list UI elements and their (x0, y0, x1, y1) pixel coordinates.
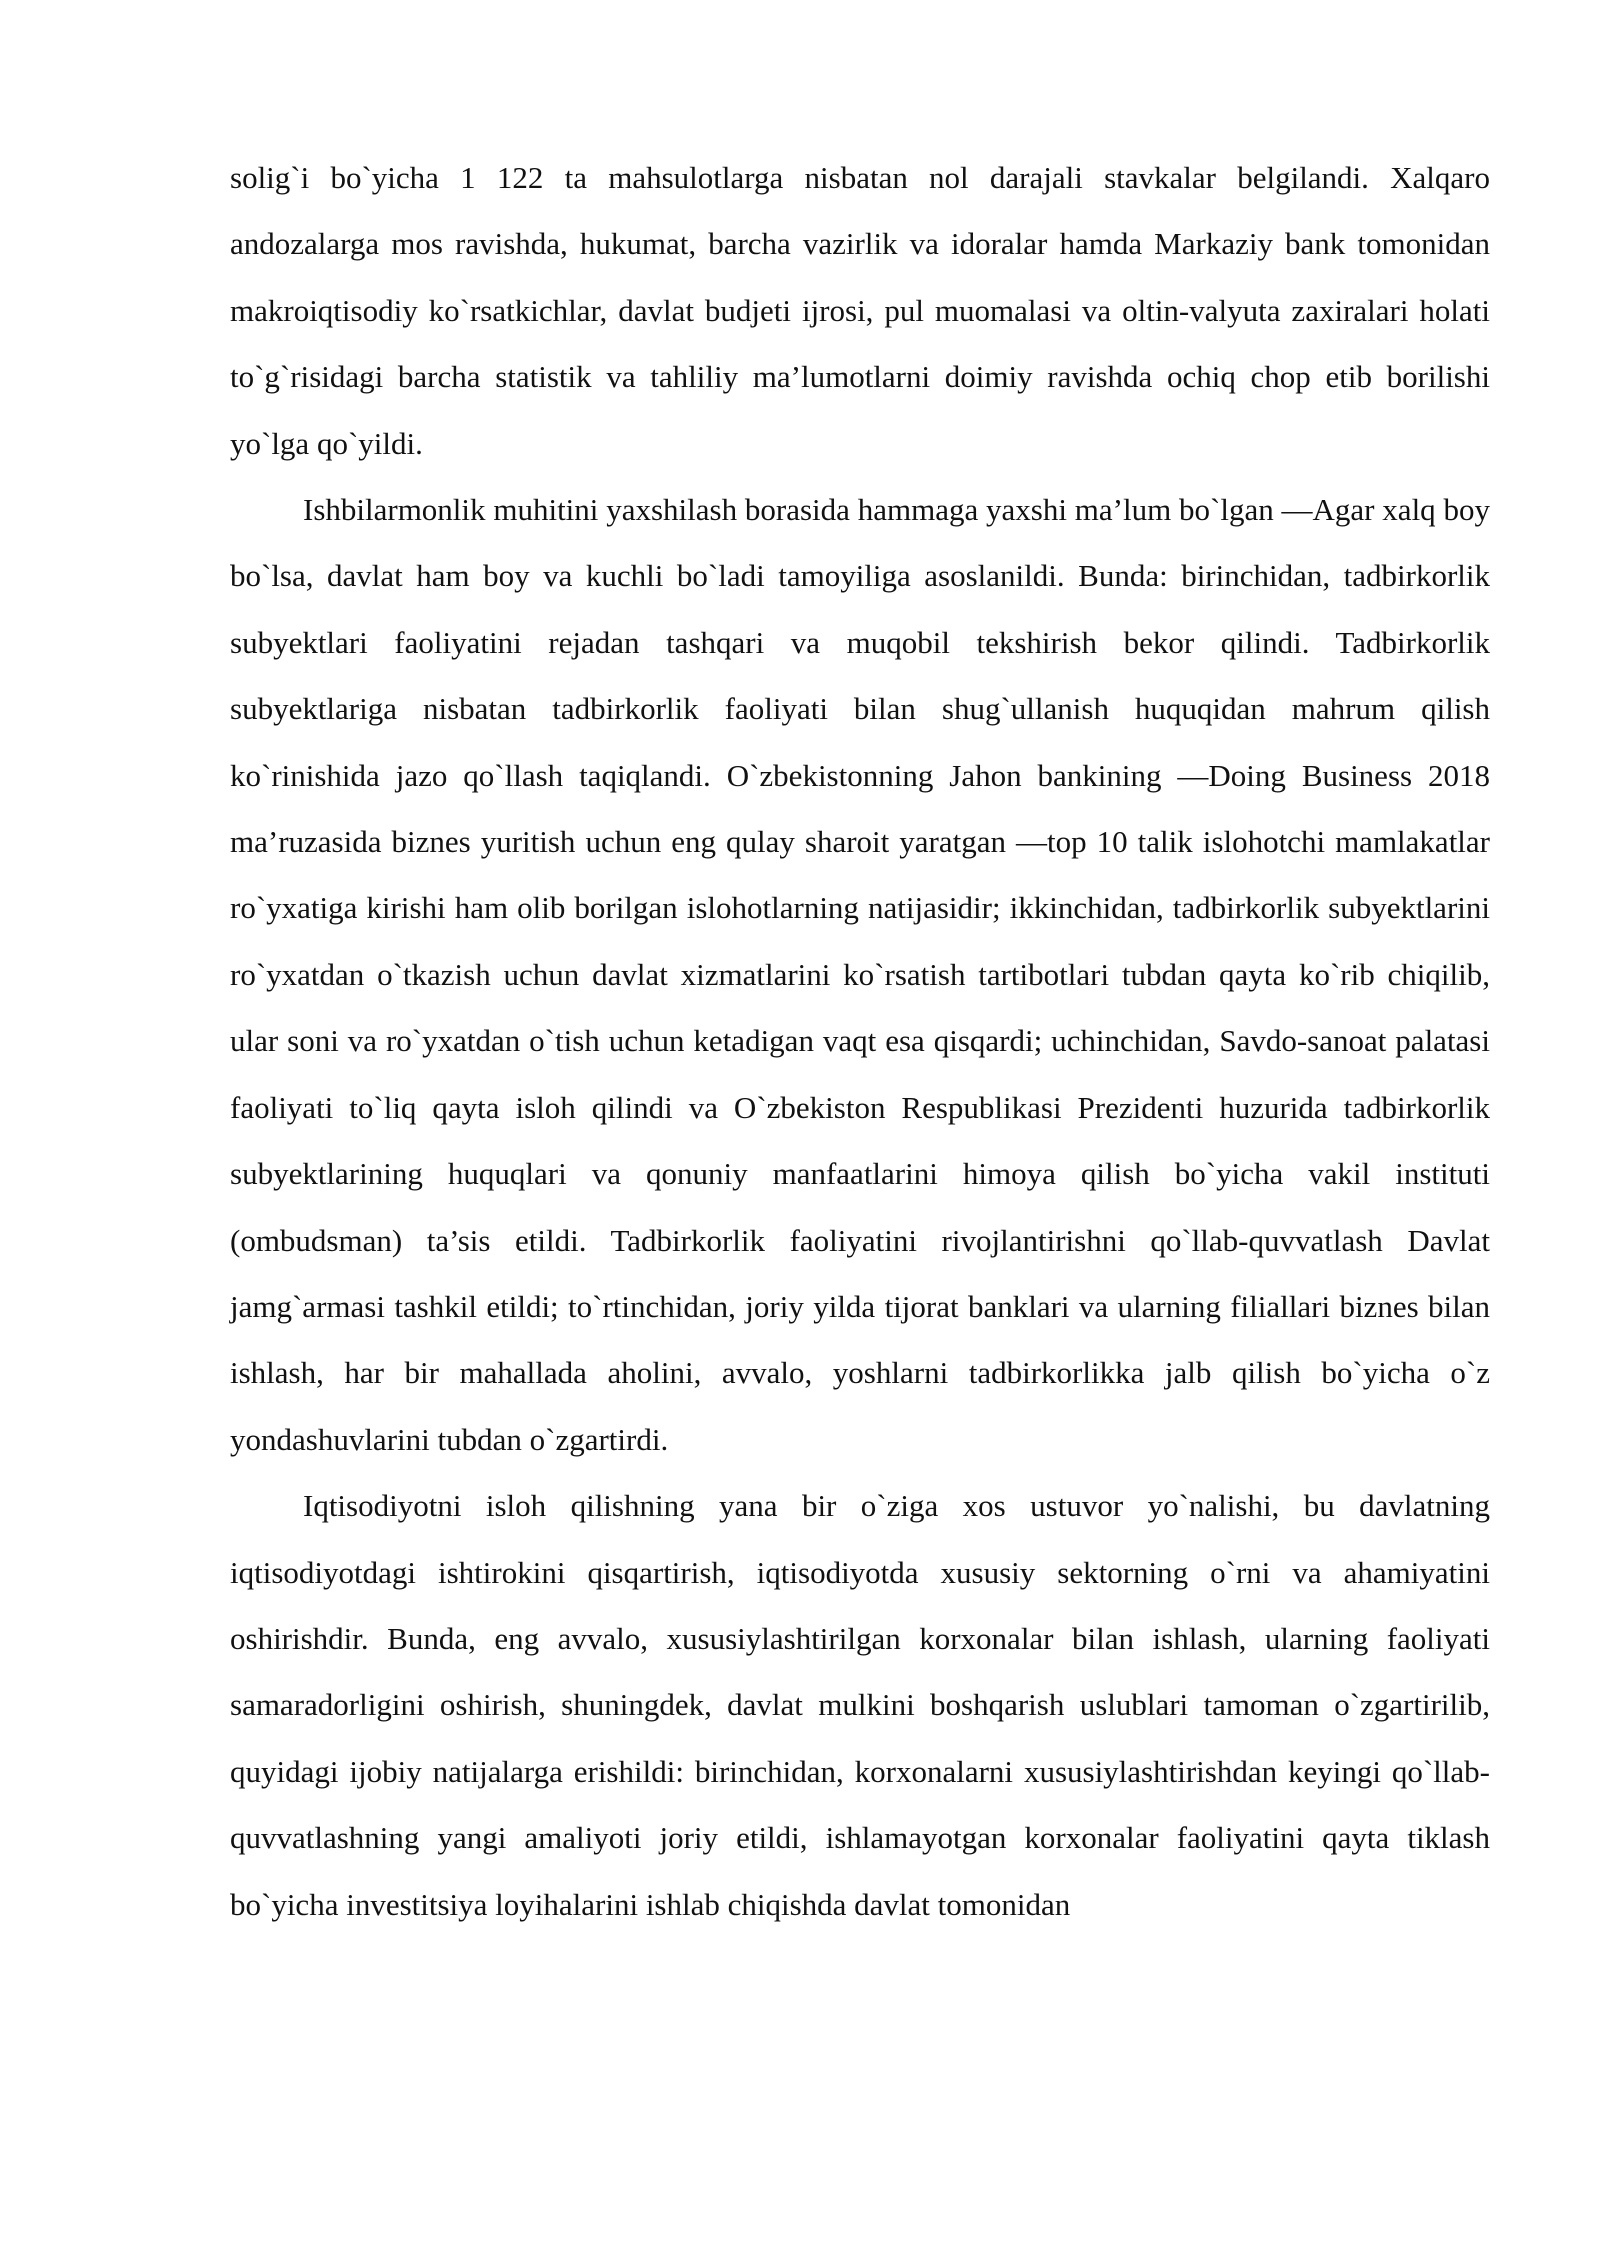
document-body (230, 145, 1490, 1938)
paragraph-business-environment: Ishbilarmonlik muhitini yaxshilash borasida hammaga yaxshi ma’lum bo`lgan ―Agar xalq boy bo`lsa, davlat ham boy va kuchli bo`ladi tamoyiliga asoslanildi. Bunda: birinchidan, tadbirkorlik subyektlari faoliyatini rejadan tashqari va muqobil tekshirish bekor qilindi. Tadbirkorlik subyektlariga nisbatan tadbirkorlik faoliyati bilan shug`ullanish huquqidan mahrum qilish ko`rinishida jazo qo`llash taqiqlandi. O`zbekistonning Jahon bankining ―Doing Business 2018 ma’ruzasida biznes yuritish uchun eng qulay sharoit yaratgan ―top 10 talik islohotchi mamlakatlar ro`yxatiga kirishi ham olib borilgan islohotlarning natijasidir; ikkinchidan, tadbirkorlik subyektlarini ro`yxatdan o`tkazish uchun davlat xizmatlarini ko`rsatish tartibotlari tubdan qayta ko`rib chiqilib, ular soni va ro`yxatdan o`tish uchun ketadigan vaqt esa qisqardi; uchinchidan, Savdo-sanoat palatasi faoliyati to`liq qayta isloh qilindi va O`zbekiston Respublikasi Prezidenti huzurida tadbirkorlik subyektlarining huquqlari va qonuniy manfaatlarini himoya qilish bo`yicha vakil instituti (ombudsman) ta’sis etildi. Tadbirkorlik faoliyatini rivojlantirishni qo`llab-quvvatlash Davlat jamg`armasi tashkil etildi; to`rtinchidan, joriy yilda tijorat banklari va ularning filiallari biznes bilan ishlash, har bir mahallada aholini, avvalo, yoshlarni tadbirkorlikka jalb qilish bo`yicha o`z yondashuvlarini tubdan o`zgartirdi. (230, 492, 1490, 1457)
paragraph-economic-reform: Iqtisodiyotni isloh qilishning yana bir o`ziga xos ustuvor yo`nalishi, bu davlatning iqtisodiyotdagi ishtirokini qisqartirish, iqtisodiyotda xususiy sektorning o`rni va ahamiyatini oshirishdir. Bunda, eng avvalo, xususiylashtirilgan korxonalar bilan ishlash, ularning faoliyati samaradorligini oshirish, shuningdek, davlat mulkini boshqarish uslublari tamoman o`zgartirilib, quyidagi ijobiy natijalarga erishildi: birinchidan, korxonalarni xususiylashtirishdan keyingi qo`llab-quvvatlashning yangi amaliyoti joriy etildi, ishlamayotgan korxonalar faoliyatini qayta tiklash bo`yicha investitsiya loyihalarini ishlab chiqishda davlat tomonidan (230, 1488, 1490, 1922)
paragraph-continuation: solig`i bo`yicha 1 122 ta mahsulotlarga nisbatan nol darajali stavkalar belgilandi. Xalqaro andozalarga mos ravishda, hukumat, barcha vazirlik va idoralar hamda Markaziy bank tomonidan makroiqtisodiy ko`rsatkichlar, davlat budjeti ijrosi, pul muomalasi va oltin-valyuta zaxiralari holati to`g`risidagi barcha statistik va tahliliy ma’lumotlarni doimiy ravishda ochiq chop etib borilishi yo`lga qo`yildi. (230, 160, 1490, 461)
